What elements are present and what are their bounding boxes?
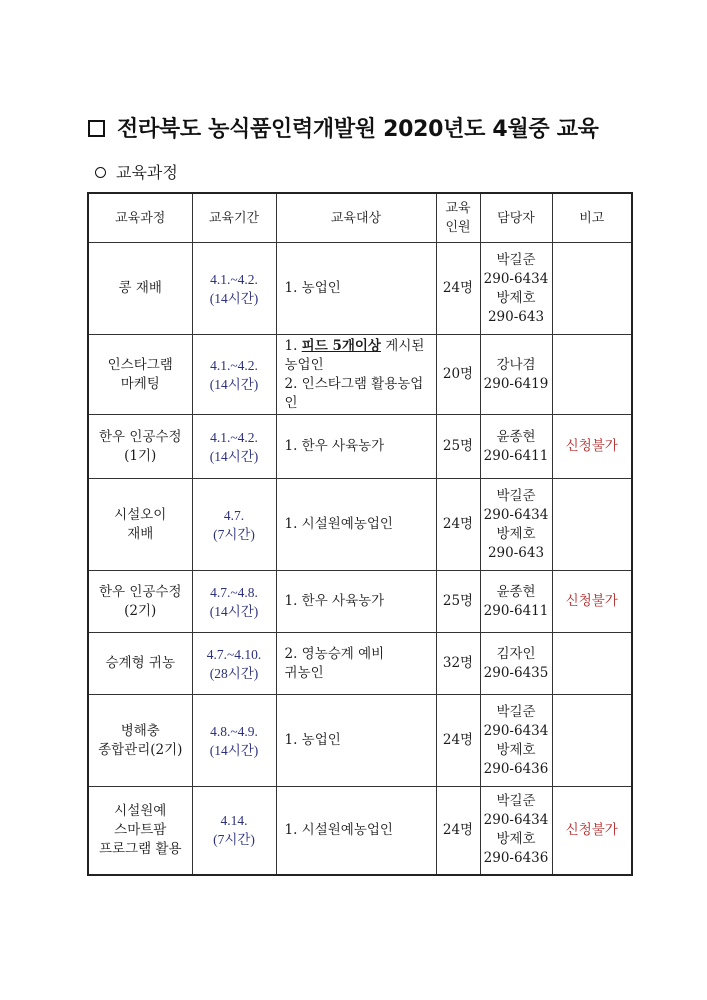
- contact-phone: 290-6419: [483, 375, 549, 392]
- period-hours: (14시간): [209, 448, 259, 464]
- contact-name: 방제호: [496, 289, 536, 306]
- period-dates: 4.7.~4.10.: [206, 646, 262, 662]
- period-cell: [192, 335, 276, 415]
- course-line: 한우 인공수정: [98, 428, 182, 445]
- target-cell: [276, 633, 436, 695]
- contact-phone: 290-6411: [483, 602, 549, 619]
- header-count-line1: 교육: [445, 201, 471, 216]
- target-line: 1. 농업인: [284, 280, 341, 296]
- course-line: 시설오이: [114, 506, 167, 523]
- count-cell: 24명: [436, 695, 480, 787]
- table-row: [88, 335, 632, 415]
- course-line: 병해충: [120, 722, 160, 739]
- target-line: 1. 한우 사육농가: [284, 438, 385, 454]
- contact-cell: [480, 335, 552, 415]
- count-cell: 25명: [436, 571, 480, 633]
- contact-name: 강나겸: [496, 356, 536, 373]
- table-header-row: [88, 193, 632, 243]
- contact-cell: [480, 571, 552, 633]
- target-line: 2. 인스타그램 활용농업인: [284, 375, 424, 411]
- course-cell: [88, 695, 192, 787]
- contact-name: 박길준: [496, 487, 536, 504]
- table-row: [88, 571, 632, 633]
- period-hours: (14시간): [209, 376, 259, 392]
- header-course: 교육과정: [88, 193, 192, 243]
- note-cell: [552, 633, 632, 695]
- contact-cell: [480, 633, 552, 695]
- contact-phone: 290-6435: [483, 664, 549, 681]
- course-line: 시설원예: [114, 802, 167, 819]
- header-note: 비고: [552, 193, 632, 243]
- section-heading: [95, 160, 178, 183]
- count-cell: 25명: [436, 415, 480, 479]
- contact-name: 박길준: [496, 703, 536, 720]
- course-line: 콩 재배: [118, 280, 162, 296]
- course-line: 프로그램 활용: [98, 840, 182, 857]
- contact-cell: [480, 243, 552, 335]
- count-cell: 24명: [436, 243, 480, 335]
- course-line: (2기): [124, 602, 157, 619]
- course-line: 승계형 귀농: [105, 655, 175, 671]
- contact-phone: 290-643: [487, 308, 545, 325]
- target-line: 1. 농업인: [284, 732, 341, 748]
- period-cell: [192, 633, 276, 695]
- target-cell: [276, 415, 436, 479]
- period-dates: 4.1.~4.2.: [210, 357, 258, 373]
- document-title: [88, 112, 599, 143]
- table-row: [88, 695, 632, 787]
- course-line: 인스타그램: [107, 356, 173, 373]
- course-cell: [88, 571, 192, 633]
- table-row: [88, 415, 632, 479]
- target-prefix: 1.: [284, 337, 302, 354]
- period-cell: [192, 415, 276, 479]
- target-line: 2. 영농승계 예비: [284, 645, 385, 662]
- checkbox-square-icon: [88, 120, 105, 137]
- period-cell: [192, 243, 276, 335]
- document-title-text: 전라북도 농식품인력개발원 2020년도 4월중 교육: [117, 117, 599, 142]
- target-cell: [276, 787, 436, 875]
- course-cell: [88, 335, 192, 415]
- section-heading-text: 교육과정: [116, 163, 178, 182]
- target-cell: [276, 571, 436, 633]
- period-dates: 4.1.~4.2.: [210, 271, 258, 287]
- period-cell: [192, 479, 276, 571]
- note-cell: [552, 479, 632, 571]
- contact-phone: 290-6436: [483, 760, 549, 777]
- target-line: 귀농인: [284, 664, 324, 681]
- contact-cell: [480, 479, 552, 571]
- target-line: 1. 시설원예농업인: [284, 821, 393, 838]
- course-line: 한우 인공수정: [98, 583, 182, 600]
- period-dates: 4.7.~4.8.: [210, 584, 258, 600]
- table-row: [88, 479, 632, 571]
- note-cell: 신청불가: [552, 787, 632, 875]
- period-hours: (14시간): [209, 742, 259, 758]
- note-cell: [552, 695, 632, 787]
- count-cell: 20명: [436, 335, 480, 415]
- period-dates: 4.7.: [223, 507, 245, 523]
- course-line: (1기): [124, 447, 157, 464]
- note-cell: 신청불가: [552, 415, 632, 479]
- header-count: [436, 193, 480, 243]
- course-line: 재배: [127, 525, 154, 542]
- contact-cell: [480, 695, 552, 787]
- period-dates: 4.8.~4.9.: [210, 723, 258, 739]
- period-cell: [192, 695, 276, 787]
- header-target: 교육대상: [276, 193, 436, 243]
- target-line: 1. 한우 사육농가: [284, 593, 385, 609]
- period-hours: (7시간): [213, 832, 255, 848]
- header-period: 교육기간: [192, 193, 276, 243]
- contact-phone: 290-6436: [483, 850, 549, 867]
- target-line: 1. 시설원예농업인: [284, 516, 393, 532]
- contact-cell: [480, 787, 552, 875]
- contact-name: 윤종현: [496, 583, 536, 600]
- contact-name: 윤종현: [496, 428, 536, 445]
- contact-phone: 290-6434: [483, 270, 549, 287]
- period-hours: (14시간): [209, 603, 259, 619]
- note-cell: [552, 243, 632, 335]
- contact-cell: [480, 415, 552, 479]
- target-cell: [276, 335, 436, 415]
- period-cell: [192, 571, 276, 633]
- count-cell: 32명: [436, 633, 480, 695]
- course-cell: [88, 243, 192, 335]
- course-cell: [88, 633, 192, 695]
- course-cell: [88, 787, 192, 875]
- course-table: [87, 192, 633, 876]
- note-cell: [552, 335, 632, 415]
- table-row: [88, 787, 632, 875]
- period-cell: [192, 787, 276, 875]
- count-cell: 24명: [436, 479, 480, 571]
- target-rest: 게시된 농업인: [284, 337, 425, 373]
- course-line: 마케팅: [120, 375, 160, 392]
- contact-phone: 290-6434: [483, 812, 549, 829]
- target-cell: [276, 243, 436, 335]
- period-hours: (14시간): [209, 290, 259, 306]
- note-cell: 신청불가: [552, 571, 632, 633]
- period-hours: (7시간): [213, 526, 255, 542]
- target-cell: [276, 695, 436, 787]
- course-line: 종합관리(2기): [98, 741, 183, 758]
- contact-name: 방제호: [496, 741, 536, 758]
- circle-bullet-icon: [95, 167, 106, 178]
- course-cell: [88, 479, 192, 571]
- count-cell: 24명: [436, 787, 480, 875]
- contact-name: 방제호: [496, 525, 536, 542]
- target-cell: [276, 479, 436, 571]
- period-dates: 4.1.~4.2.: [210, 429, 258, 445]
- course-cell: [88, 415, 192, 479]
- header-count-line2: 인원: [445, 220, 471, 235]
- contact-phone: 290-6434: [483, 506, 549, 523]
- contact-name: 박길준: [496, 793, 536, 810]
- contact-phone: 290-6434: [483, 722, 549, 739]
- header-contact: 담당자: [480, 193, 552, 243]
- contact-name: 박길준: [496, 251, 536, 268]
- contact-name: 김자인: [496, 645, 536, 662]
- contact-name: 방제호: [496, 831, 536, 848]
- contact-phone: 290-6411: [483, 447, 549, 464]
- period-dates: 4.14.: [220, 813, 248, 829]
- table-row: [88, 243, 632, 335]
- course-line: 스마트팜: [114, 821, 167, 838]
- table-row: [88, 633, 632, 695]
- period-hours: (28시간): [209, 665, 259, 681]
- target-underlined: 피드 5개이상: [301, 337, 381, 354]
- contact-phone: 290-643: [487, 544, 545, 561]
